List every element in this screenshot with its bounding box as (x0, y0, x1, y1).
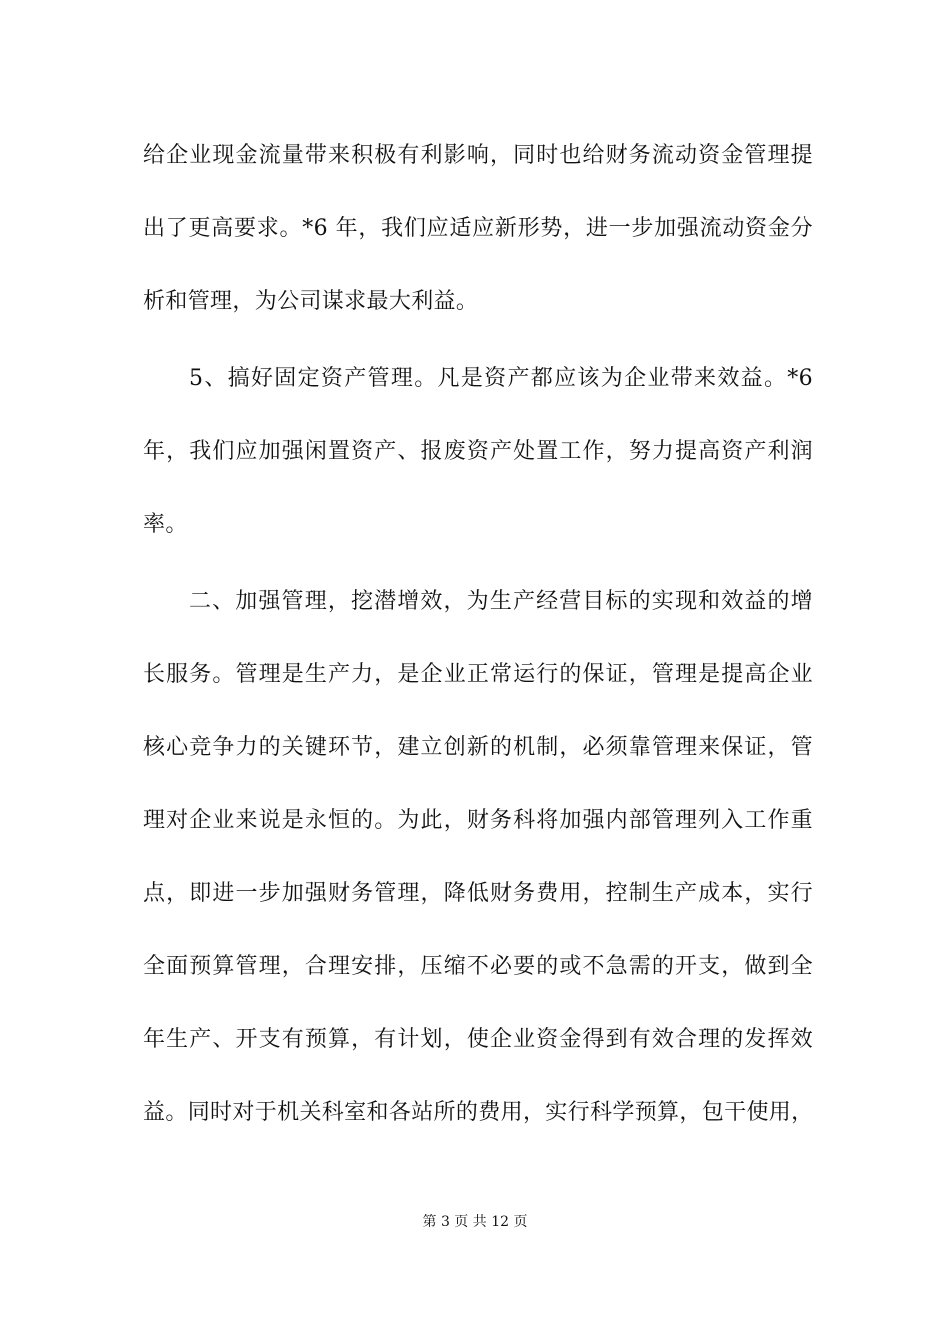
paragraph-line: 年生产、开支有预算，有计划，使企业资金得到有效合理的发挥效 (143, 1027, 813, 1052)
paragraph-line: 二、加强管理，挖潜增效，为生产经营目标的实现和效益的增 (189, 589, 813, 614)
paragraph-line: 理对企业来说是永恒的。为此，财务科将加强内部管理列入工作重 (143, 808, 813, 833)
paragraph-line: 5、搞好固定资产管理。凡是资产都应该为企业带来效益。*6 (189, 366, 813, 391)
paragraph-line: 率。 (143, 512, 188, 537)
paragraph-line: 析和管理，为公司谋求最大利益。 (143, 289, 479, 314)
paragraph-line: 长服务。管理是生产力，是企业正常运行的保证，管理是提高企业 (143, 662, 813, 687)
paragraph-line: 益。同时对于机关科室和各站所的费用，实行科学预算，包干使用， (143, 1100, 814, 1125)
paragraph-line: 点，即进一步加强财务管理，降低财务费用，控制生产成本，实行 (143, 881, 813, 906)
paragraph-line: 核心竞争力的关键环节，建立创新的机制，必须靠管理来保证，管 (143, 735, 813, 760)
paragraph-line: 年，我们应加强闲置资产、报废资产处置工作，努力提高资产利润 (143, 439, 813, 464)
page-number-footer: 第 3 页 共 12 页 (422, 1214, 528, 1230)
paragraph-line: 全面预算管理，合理安排，压缩不必要的或不急需的开支，做到全 (143, 954, 813, 979)
paragraph-line: 出了更高要求。*6 年，我们应适应新形势，进一步加强流动资金分 (143, 216, 813, 241)
paragraph-line: 给企业现金流量带来积极有利影响，同时也给财务流动资金管理提 (143, 143, 813, 168)
